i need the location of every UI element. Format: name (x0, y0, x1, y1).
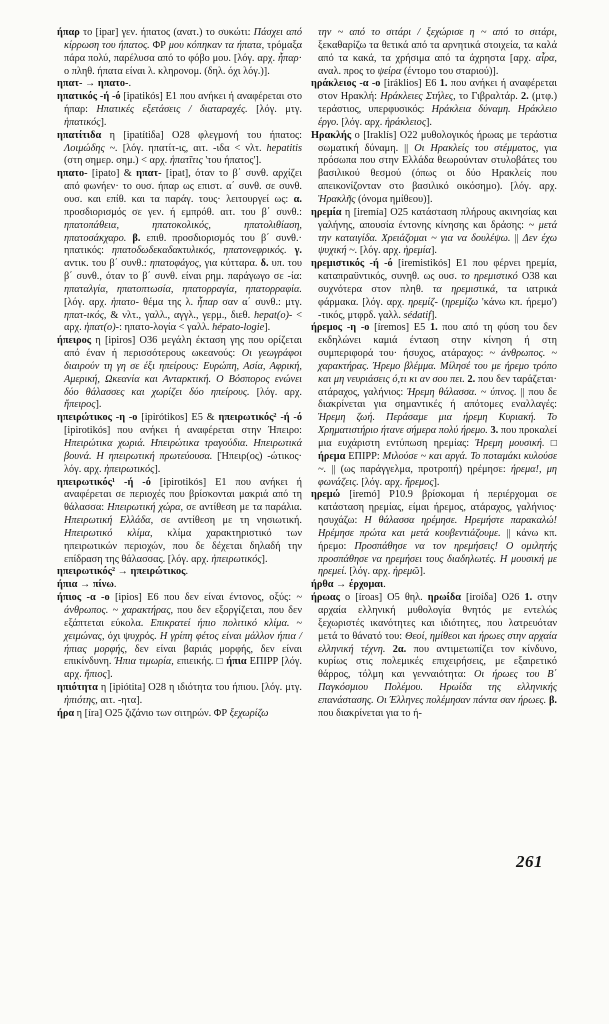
entry-text: που αντιμετωπίζει τον κίνδυνο, κυρίως στις πολεμικές επιχειρήσεις, με εξαιρετικό θάρρος, τόλμη και γενναιότητα: (318, 643, 557, 681)
bold-term: ήρωας (311, 592, 340, 604)
entry-text: σαν α΄ συνθ.: μτγ. (217, 296, 302, 308)
example-text: Ηράκλεια δύναμη. Ηράκλειο έργο. (318, 104, 558, 128)
entry-text: [λόγ. αρχ. (249, 386, 302, 398)
bold-term: 2. (467, 373, 476, 385)
example-text: Οι γεωγράφοι διαιρούν τη γη σε έξι ηπείρους: Ευρώπη, Ασία, Αφρική, Αμερική, Ωκεανία και Ανταρκτική. Ο Βόσπορος ενώνει δύο θάλασσες και χωρίζει δύο ηπείρους. (64, 348, 302, 398)
example-text: Οι Ηρακλείς του στέμματος (414, 142, 536, 154)
dictionary-entry (311, 579, 557, 592)
entry-text (287, 245, 295, 256)
entry-text: που διακρίνεται για το ή- (318, 707, 422, 719)
entry-text: ]. (95, 399, 102, 411)
entry-text: ]. (433, 476, 440, 488)
example-text: ηρεμίζω (445, 296, 479, 308)
dictionary-entry (311, 592, 557, 720)
entry-text: επιθ. προσδιορισμός του β΄ συνθ.· ηπατικός: (64, 232, 302, 257)
entry-text: στην αρχαία ελληνική μυθολογία θνητός με εντελώς ξεχωριστές ικανότητες και ιδιότητες, που λατρευόταν μετά το θάνατό του: (318, 592, 557, 642)
dictionary-entry (57, 412, 302, 476)
dictionary-entry (311, 130, 557, 207)
entry-text: [iráklios] Ε6 (380, 78, 440, 90)
bold-term: δ. (260, 258, 269, 270)
entry-text: [íremos] Ε5 (369, 322, 430, 334)
entry-text: || κάνω κπ. ήρεμο: (318, 527, 558, 552)
entry-text: ΕΠΙΡΡ [λόγ. αρχ. (64, 656, 302, 681)
entry-text: , τρόμαξα πάρα πολύ, παρέλυσα από το φόβο μου. [λόγ. αρχ. (64, 39, 302, 64)
bold-term: β. (549, 694, 557, 706)
example-text: ἧπαρ (197, 296, 218, 308)
entry-text: [iremó] Ρ10.9 βρίσκομαι ή περιέρχομαι σε κατάσταση ηρεμίας, είμαι ήρεμος, ατάραχος, γαλήνιος· ησυχάζω: (318, 489, 557, 527)
example-text: ἠρεμία (403, 245, 431, 257)
entry-text: < αρχ. (64, 309, 302, 334)
entry-text: [ipatikós] Ε1 που ανήκει ή αναφέρεται στο ήπαρ: (64, 91, 302, 116)
entry-text: , κλίμα χαρακτηριστικό των ηπειρωτικών περιοχών, που δε δέχεται δηλαδή την επίδραση της θάλασσας. [λόγ. αρχ. (64, 527, 302, 565)
entry-text: ]. (426, 116, 433, 128)
example-text: την ~ από το σιτάρι / ξεχώρισε η ~ από το σιτάρι (318, 27, 555, 38)
example-text: ηπαταλγία, ηπατοπτωσία, ηπατορραγία, ηπατορραφία. (64, 283, 302, 295)
entry-text: [λόγ. αρχ. (357, 245, 404, 257)
dictionary-entry (311, 207, 557, 258)
entry-text: → (333, 579, 349, 591)
entry-text: . (185, 566, 189, 578)
entry-text: [ipato] & (87, 168, 137, 180)
example-text: ηρεμίζ- (408, 296, 438, 308)
example-text: ήρεμα!, μη φωνάζεις. (318, 463, 557, 488)
dictionary-entry (311, 27, 557, 78)
bold-term: ήρεμος -η -ο (311, 322, 370, 334)
bold-term: ηπατο- (57, 168, 88, 180)
example-text: αἶρα (535, 52, 555, 64)
example-text: Θεοί, ημίθεοι και ήρωες στην αρχαία ελληνική τέχνη. (318, 630, 558, 655)
entry-text: , & νλτ., γαλλ., αγγλ., γερμ., διεθ. (103, 309, 255, 321)
entry-text: που από τη φύση του δεν εκδηλώνει καμιά ένταση στην κίνηση ή στη συμπεριφορά του· ήσυχος, ατάραχος: (318, 322, 557, 360)
entry-text: ]. (106, 669, 113, 681)
entry-text: , σε αντίθεση με τα παράλια. (180, 502, 302, 514)
dictionary-entry (57, 566, 302, 579)
example-text: ἠρεμῶ (392, 566, 420, 578)
entry-text: [λόγ. αρχ. (358, 476, 405, 488)
entry-text: (μτφ.) τεράστιος, υπερφυσικός: (318, 91, 558, 116)
example-text: μου κόπηκαν τα ήπατα (168, 39, 262, 51)
example-text: Ηπειρωτική Ελλάδα (64, 515, 151, 527)
entry-text: . (113, 579, 117, 591)
entry-text: , αιτ. -ητα]. (95, 694, 143, 706)
example-text: ~ άνθρωπος. ~ χαρακτήρας (64, 592, 302, 616)
bold-term: ηρωίδα (427, 592, 461, 604)
example-text: ἠπειρωτικός (104, 463, 155, 475)
example-text: ἡπατῖτις (169, 155, 203, 167)
example-text: Ήρεμη θάλασσα. ~ ύπνος. (407, 386, 517, 398)
example-text: Μιλούσε ~ και αργά. Το ποταμάκι κυλούσε ~. (318, 450, 557, 475)
dictionary-entry (57, 168, 302, 335)
entry-text: ]. (100, 116, 107, 128)
entry-text: → (82, 78, 98, 90)
dictionary-entry (57, 592, 302, 682)
entry-text: (έντομο του σταριού)]. (401, 65, 499, 77)
example-text: ηπατοφάγος (149, 258, 199, 270)
entry-text: [λόγ. αρχ. (64, 296, 111, 308)
bold-term: έρχομαι (348, 579, 384, 591)
example-text: ἡπατικός (64, 116, 101, 128)
bold-term: ηπατο- (97, 78, 129, 90)
bold-term: ήρεμα (318, 450, 346, 462)
entry-text: · ο πληθ. ήπατα είναι λ. κληρονομ. (δηλ. όχι λόγ.)]. (64, 52, 302, 77)
entry-text: η [iremía] Ο25 κατάσταση πλήρους ακινησίας και γαλήνης, απουσία έντονης κίνησης και δράσης: (318, 206, 557, 231)
entry-text: [λόγ. αρχ. (346, 566, 393, 578)
example-text: Η θάλασσα ηρέμησε. Ηρεμήστε παρακαλώ! Ηρέμησε πρώτα και μετά κουβεντιάζουμε. (318, 515, 557, 539)
example-text: ἠπιότης (64, 694, 96, 706)
entry-text: το [ipar] γεν. ήπατος (ανατ.) το συκώτι: (79, 27, 254, 38)
dictionary-entry (57, 477, 302, 567)
dictionary-entry (57, 708, 302, 721)
entry-text: ( (437, 296, 446, 308)
entry-text: ]. (261, 553, 268, 565)
example-text: ἧπαρ (277, 52, 299, 64)
bold-term: ηρεμία (311, 206, 342, 218)
entry-text: η [íra] Ο25 ζιζάνιο των σιτηρών. ΦΡ (74, 707, 230, 719)
bold-term: 2α. (392, 643, 407, 655)
entry-text: αντικ. του β΄ συνθ.: (64, 258, 150, 270)
dictionary-entry (57, 78, 302, 91)
example-text: Ήπια τιμωρία (114, 656, 172, 668)
bold-term: 2. (521, 91, 529, 103)
bold-term: γ. (294, 245, 302, 257)
entry-text: , για κύτταρα. (198, 258, 261, 270)
entry-text: (όνομα ημίθεου)]. (355, 193, 433, 205)
entry-text: : ηπατο-λογία < γαλλ. (119, 322, 213, 334)
entry-text: . (383, 579, 386, 591)
entry-text: → (115, 566, 131, 578)
entry-text: ΦΡ (149, 39, 169, 51)
entry-text: , δεν είναι βαριάς μορφής, δεν είναι επικίνδυνη. (64, 643, 302, 668)
entry-text: ]. (419, 566, 426, 578)
dictionary-entry (311, 78, 557, 129)
dictionary-entry (57, 130, 302, 169)
bold-term: ήρθα (311, 579, 334, 591)
entry-text: [ipios] Ε6 που δεν είναι έντονος, οξύς: (109, 592, 297, 604)
entry-text: ]. (264, 322, 271, 334)
entry-text: ]. (430, 309, 437, 321)
example-text: Η γρίπη φέτος είναι μάλλον ήπια / ήπιας μορφής (64, 630, 302, 655)
entry-text: , το Γιβραλτάρ. (453, 91, 522, 103)
entry-text: , σε αντίθεση με τη νησιωτική. (150, 515, 302, 527)
bold-term: Ηρακλής (311, 129, 352, 141)
example-text: τα ηρεμιστικά (432, 283, 496, 295)
example-text: Ηπατικές εξετάσεις / διαταραχές. (96, 104, 248, 116)
bold-term: ηπατ- (57, 78, 83, 90)
example-text: ἡράκλειος (384, 116, 426, 128)
bold-term: ηπειρώτικος -η -ο (57, 412, 138, 424)
entry-text: ο [Iraklís] Ο22 μυθολογικός ήρωας με τεράστια σωματική δύναμη. || (318, 129, 557, 154)
entry-text: Ο38 και συχνότερα στον πληθ. (318, 271, 557, 295)
bold-term: ήπειρος (57, 335, 92, 347)
page-number: 261 (516, 852, 543, 871)
example-text: hepatitis (266, 142, 302, 154)
bold-term: ήρα (57, 707, 75, 719)
bold-term: 1. (524, 592, 533, 604)
example-text: Επικρατεί ήπιο πολιτικό κλίμα. ~ χειμώνας (64, 617, 302, 642)
entry-text: ο [íroas] Ο5 θηλ. (339, 592, 428, 604)
entry-text: , επιεικής. □ (171, 656, 227, 668)
bold-term: ήπιος -α -ο (57, 592, 110, 604)
entry-text: η [ipiros] Ο36 μεγάλη έκταση γης που ορίζεται από έναν ή περισσότερους ωκεανούς: (64, 335, 302, 360)
entry-text: ]. (154, 463, 161, 475)
example-text: Ηπειρωτική χώρα (107, 502, 181, 514)
example-text: Ἡρακλῆς (318, 193, 356, 205)
entry-text: || που δε διακρίνεται για σημαντικές ή απότομες εναλλαγές: (318, 386, 558, 411)
entry-text: [ipat], όταν το β΄ συνθ. αρχίζει από φωνήεν· το ουσ. ήπαρ ως επιστ. α΄ συνθ. σε συνθ. ουσ. και επίθ. και τα παράγ. τους· λειτουργεί ως: (64, 168, 302, 205)
example-text: Ήρεμη ζωή. Περάσαμε μια ήρεμη Κυριακή. Το Χρηματιστήριο ήτανε σήμερα πολύ ήρεμο. (318, 412, 557, 437)
entry-text: η [ipatítiδa] Ο28 φλεγμονή του ήπατος: (101, 129, 302, 141)
entry-text: η [ipiótita] Ο28 η ιδιότητα του ήπιου. [λόγ. μτγ. (97, 682, 302, 694)
entry-text: που δεν ταράζεται· ατάραχος, γαλήνιος: (318, 373, 557, 398)
dictionary-entry (57, 91, 302, 130)
entry-text: που προκαλεί μια ευχάριστη εντύπωση ηρεμίας: (318, 425, 557, 449)
dictionary-entry (57, 27, 302, 78)
entry-text: , όχι ψυχρός. (101, 630, 160, 642)
example-text: Πάσχει από κίρρωση του ήπατος. (64, 27, 302, 51)
dictionary-entry (311, 258, 557, 322)
entry-text: [ipirótikos] Ε5 & (137, 412, 219, 424)
entry-text: , ξεκαθαρίζω τα θετικά από τα αρνητικά στοιχεία, τα καλά από τα κακά, τα χρήσιμα από τα άχρηστα [αρχ. (318, 27, 557, 64)
dictionary-entry (57, 682, 302, 708)
example-text: hepat(o)- (254, 309, 293, 321)
example-text: ηπατ-ικός (64, 309, 104, 321)
example-text: ~ μετά την καταιγίδα. Χρειάζομαι ~ για να δουλέψω. (318, 219, 557, 244)
entry-text: , που δεν εξοργίζεται, που δεν εξάπτεται εύκολα. (64, 604, 302, 629)
example-text: ηπατοδωδεκαδακτυλικός, ηπατονεφρικός. (111, 245, 287, 257)
example-text: Ήρεμη μουσική. (475, 438, 545, 449)
entry-text: υπ. του β΄ συνθ., όταν το β΄ συνθ. είναι ρημ. παράγωγο σε -ία: (64, 258, 303, 283)
entry-text: ΕΠΙΡΡ: (345, 450, 383, 462)
bold-term: ηπατίτιδα (57, 129, 102, 141)
entry-text: [ipirotikós] που ανήκει ή αναφέρεται στην Ήπειρο: (64, 425, 302, 437)
example-text: το ηρεμιστικό (461, 271, 518, 283)
entry-text: [λόγ. μτγ. (247, 104, 302, 116)
entry-text: (στη σημερ. σημ.) < αρχ. (64, 155, 170, 167)
bold-term: ηπειρωτικός¹ -ή -ό (57, 476, 151, 488)
bold-term: 3. (490, 425, 499, 437)
example-text: ~ άνθρωπος. ~ χαρακτήρας. Ήρεμο βλέμμα. Μίλησέ του με ήρεμο τρόπο και μη νευριάσεις ό,τι κι αν σου πει. (318, 348, 557, 385)
bold-term: ήπια (226, 656, 247, 668)
example-text: ἠπειρωτικός (211, 553, 262, 565)
dictionary-entry (311, 322, 557, 489)
bold-term: β. (132, 232, 141, 244)
bold-term: ηπειρώτικος (130, 566, 186, 578)
example-text: Ηράκλειες Στήλες (380, 91, 454, 103)
bold-term: ηρεμώ (311, 489, 341, 501)
example-text: sédatif (403, 309, 431, 321)
entry-text: || (510, 232, 523, 244)
example-text: Οι ήρωες του Β΄ Παγκόσμιου Πολέμου. Ηρωίδα της ελληνικής επανάστασης. Οι Έλληνες πολέμησαν πάντα σαν ήρωες. (318, 669, 558, 706)
example-text: ἤρεμος (404, 476, 434, 488)
entry-text: ]. (430, 245, 437, 257)
dictionary-entry (57, 579, 302, 592)
bold-term: ηπατικός -ή -ό (57, 91, 121, 103)
example-text: Ηπειρωτικό κλίμα (64, 527, 151, 539)
entry-text: || (ως παράγγελμα, προτροπή) ηρέμησε: (326, 463, 511, 475)
example-text: Προσπάθησε να τον ηρεμήσεις! Ο ομιλητής προσπάθησε να ηρεμήσει τους διαδηλωτές. Η μουσική με ηρεμεί. (318, 540, 557, 578)
right-column (311, 27, 557, 721)
example-text: ξεχωρίζω (229, 707, 269, 719)
entry-text: → (77, 579, 93, 591)
left-column (57, 27, 302, 721)
bold-term: α. (293, 193, 302, 205)
example-text: Δεν έχω ψυχική ~. (318, 232, 557, 257)
bold-term: 1. (439, 78, 448, 90)
entry-text: που ανήκει ή αναφέρεται στον Ηρακλή: (318, 78, 558, 103)
entry-text: 'του ήπατος']. (202, 155, 262, 167)
entry-text: □ (544, 438, 557, 449)
bold-term: ηπατ- (136, 168, 162, 180)
bold-term: πίνω (92, 579, 114, 591)
example-text: ἡπατο- (110, 296, 139, 308)
bold-term: ηπιότητα (57, 682, 98, 694)
dictionary-entry (57, 335, 302, 412)
bold-term: ηράκλειος -α -ο (311, 78, 381, 90)
entry-text: , αναλ. προς το (318, 52, 557, 77)
example-text: ἡπατ(ο)- (84, 322, 120, 334)
bold-term: ηπειρωτικός² (57, 566, 116, 578)
entry-text: προσδιορισμός σε γεν. ή εμπρόθ. αιτ. του β΄ συνθ.: (64, 206, 302, 218)
example-text: hépato-logie (212, 322, 265, 334)
entry-text: 'κάνω κπ. ήρεμο') -τικός, μτφρδ. γαλλ. (318, 296, 557, 321)
entry-text: [λόγ. αρχ. (338, 116, 385, 128)
entry-text (385, 644, 392, 655)
example-text: Ηπειρώτικα χωριά. Ηπειρώτικα τραγούδια. Ηπειρωτικά βουνά. Η ηπειρωτική πρωτεύουσα. (64, 438, 302, 462)
bold-term: ηπειρωτικός² -ή -ό (218, 412, 302, 424)
bold-term: ήπια (57, 579, 78, 591)
entry-text: [Ήπειρ(ος) -ώτικος· λόγ. αρχ. (64, 450, 302, 475)
dictionary-entry (311, 489, 557, 579)
entry-text: , για πρόσωπα που στην Ελλάδα θεωρούνταν στυλοβάτες του βασιλικού θεσμού (όπως οι δύο Ηρακλείς που απεικονίζονταν στο βασιλικό οικόσημο). [λόγ. αρχ. (318, 142, 557, 193)
entry-text: [iremistikós] Ε1 που φέρνει ηρεμία, καταπραϋντικός, συνηθ. ως ουσ. (318, 258, 557, 283)
entry-text: [ipirotikós] Ε1 που ανήκει ή αναφέρεται σε περιοχές που βρίσκονται μακριά από τη θάλασσα: (64, 476, 302, 514)
entry-text: θέμα της λ. (138, 296, 198, 308)
entry-text: [iroíδa] Ο26 (460, 592, 525, 604)
example-text: ἤπιος (84, 669, 107, 681)
entry-text: , τα ιατρικά φάρμακα. [λόγ. αρχ. (318, 283, 557, 308)
example-text: ἤπειρος (64, 399, 96, 411)
example-text: ηπατοπάθεια, ηπατοκολικός, ηπατολιθίαση, ηπατοσάκχαρο. (64, 219, 302, 244)
bold-term: ήπαρ (57, 27, 80, 38)
entry-text: [λόγ. ηπατίτ-ις, αιτ. -ιδα < νλτ. (117, 142, 267, 154)
entry-text: . (128, 78, 132, 90)
bold-term: 1. (429, 322, 438, 334)
example-text: Λοιμώδης ~. (64, 142, 118, 154)
example-text: ψείρα (377, 65, 402, 77)
bold-term: ηρεμιστικός -ή -ό (311, 258, 393, 270)
